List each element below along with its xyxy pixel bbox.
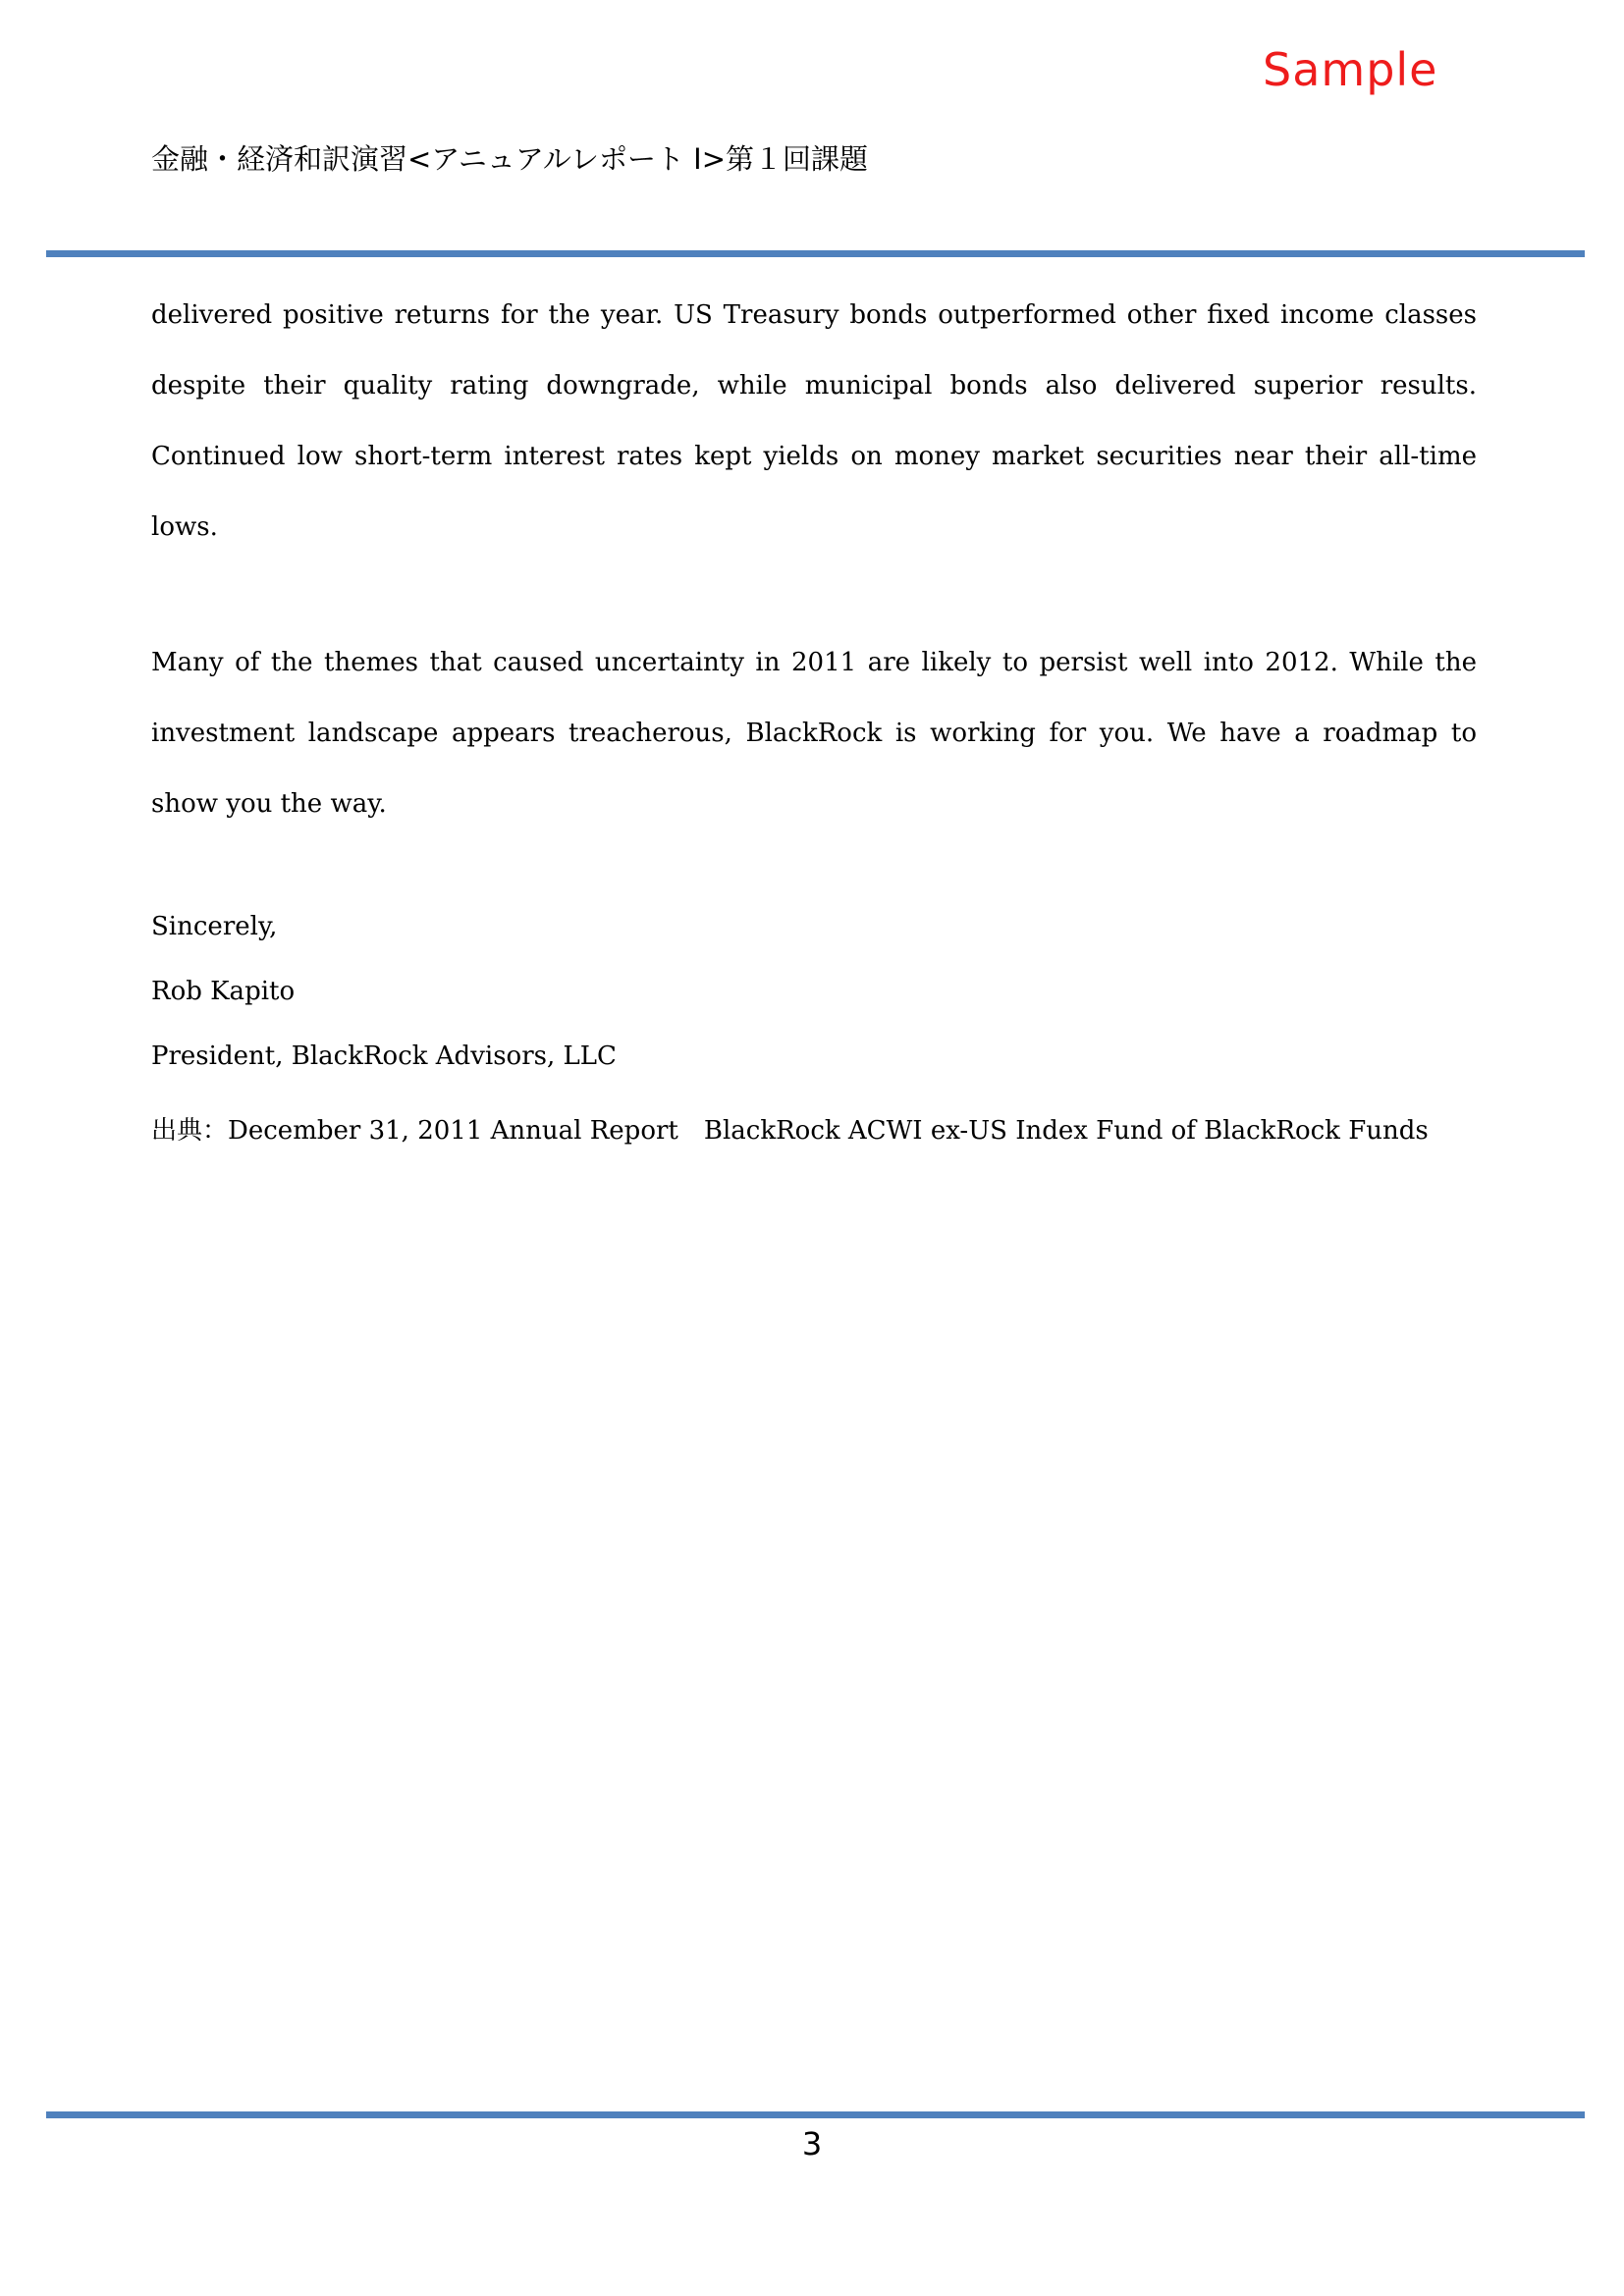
- signature-spacer: [151, 839, 1477, 894]
- footer-divider: [46, 2111, 1585, 2118]
- body-paragraph-2: Many of the themes that caused uncertainty in 2011 are likely to persist well into 2012. While the investment landscape appears treacherous, BlackRock is working for you. We have a roadmap to show you the way.: [151, 648, 1477, 819]
- sample-watermark: Sample: [1263, 43, 1438, 96]
- header-divider: [46, 250, 1585, 257]
- page-number: 3: [801, 2125, 823, 2163]
- signer-name: Rob Kapito: [151, 977, 296, 1006]
- letter-body: [151, 280, 1477, 1163]
- paragraph-spacer: [151, 562, 1477, 627]
- signer-title: President, BlackRock Advisors, LLC: [151, 1041, 617, 1071]
- closing-line: Sincerely,: [151, 912, 278, 941]
- source-text: December 31, 2011 Annual Report BlackRock ACWI ex-US Index Fund of BlackRock Funds: [228, 1116, 1429, 1146]
- source-citation: [151, 1098, 1477, 1163]
- source-label: 出典：: [151, 1116, 229, 1146]
- page-header-title: 金融・経済和訳演習<アニュアルレポート I>第１回課題: [151, 142, 869, 176]
- body-paragraph-1: delivered positive returns for the year. US Treasury bonds outperformed other fixed income classes despite their quality rating downgrade, while municipal bonds also delivered superior results. Continued low short-term interest rates kept yields on money market securities near their all-time lows.: [151, 300, 1477, 542]
